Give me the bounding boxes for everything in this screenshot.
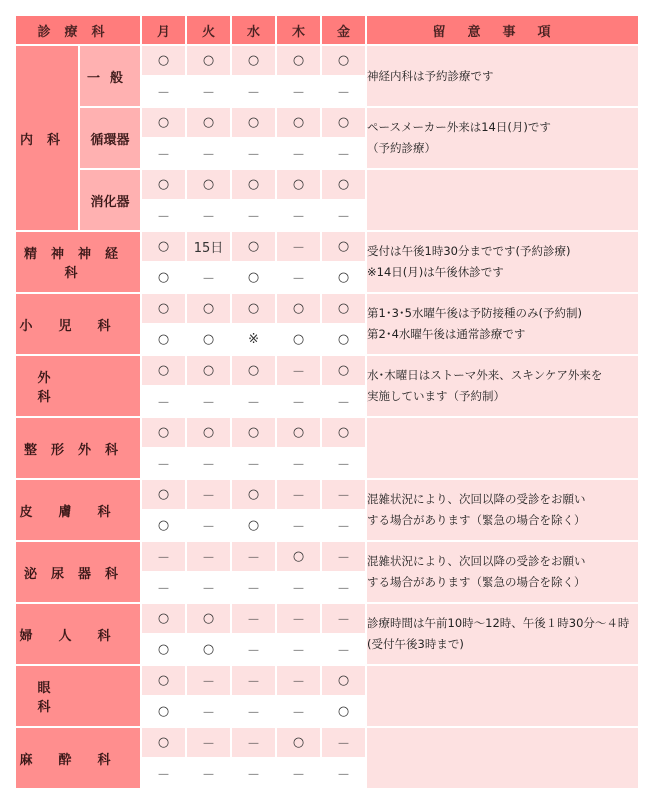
header-day-thu: 木: [277, 16, 320, 44]
schedule-cell: －: [277, 759, 320, 788]
schedule-cell: ○: [187, 604, 230, 633]
schedule-cell: －: [142, 139, 185, 168]
schedule-cell: ○: [277, 728, 320, 757]
schedule-body: [16, 46, 638, 788]
schedule-cell: ○: [142, 604, 185, 633]
schedule-cell: －: [277, 201, 320, 230]
schedule-cell: －: [277, 604, 320, 633]
note-line: する場合があります（緊急の場合を除く）: [367, 513, 586, 527]
schedule-cell: －: [232, 666, 275, 695]
schedule-cell: －: [232, 201, 275, 230]
schedule-cell: ○: [187, 635, 230, 664]
schedule-cell: ○: [232, 511, 275, 540]
header-notes: 留意事項: [367, 16, 638, 44]
schedule-cell: －: [322, 542, 365, 571]
notes-cell: [367, 108, 638, 168]
schedule-cell: －: [277, 263, 320, 292]
schedule-cell: －: [187, 573, 230, 602]
note-line: 受付は午後1時30分までです(予約診療): [367, 244, 571, 258]
schedule-cell: －: [142, 77, 185, 106]
schedule-cell: ○: [232, 480, 275, 509]
department-name: 皮膚科: [16, 480, 140, 540]
schedule-cell: ○: [277, 108, 320, 137]
schedule-cell: －: [232, 387, 275, 416]
schedule-cell: 15日: [187, 232, 230, 261]
schedule-cell: ○: [232, 356, 275, 385]
schedule-cell: －: [322, 573, 365, 602]
schedule-cell: ○: [277, 418, 320, 447]
schedule-cell: ○: [277, 46, 320, 75]
schedule-cell: －: [142, 449, 185, 478]
table-row: [16, 728, 638, 757]
schedule-cell: －: [277, 139, 320, 168]
notes-cell: [367, 480, 638, 540]
notes-cell: [367, 604, 638, 664]
note-line: ※14日(月)は午後休診です: [367, 265, 504, 279]
subdepartment-name: 循環器: [80, 108, 140, 168]
subdepartment-name: 消化器: [80, 170, 140, 230]
table-row: [16, 108, 638, 137]
schedule-cell: ○: [187, 325, 230, 354]
schedule-cell: ○: [322, 108, 365, 137]
schedule-cell: ○: [232, 232, 275, 261]
header-day-mon: 月: [142, 16, 185, 44]
schedule-cell: －: [322, 77, 365, 106]
schedule-cell: ○: [187, 418, 230, 447]
schedule-cell: －: [187, 511, 230, 540]
schedule-cell: －: [142, 201, 185, 230]
department-naika: 内科: [16, 46, 78, 230]
schedule-cell: ○: [142, 108, 185, 137]
schedule-cell: －: [142, 542, 185, 571]
notes-cell: [367, 232, 638, 292]
schedule-cell: ○: [142, 480, 185, 509]
department-name: 精神神経科: [16, 232, 140, 292]
schedule-cell: ○: [277, 170, 320, 199]
schedule-cell: －: [322, 387, 365, 416]
schedule-cell: ○: [322, 170, 365, 199]
schedule-cell: －: [277, 480, 320, 509]
note-line: (受付午後3時まで): [367, 637, 464, 651]
table-row: [16, 666, 638, 695]
notes-cell: [367, 170, 638, 230]
header-department: 診療科: [16, 16, 140, 44]
schedule-cell: －: [232, 759, 275, 788]
table-row: [16, 480, 638, 509]
notes-cell: [367, 294, 638, 354]
schedule-cell: －: [232, 542, 275, 571]
schedule-cell: －: [322, 759, 365, 788]
note-line: （予約診療）: [367, 141, 437, 155]
schedule-cell: －: [187, 728, 230, 757]
header-day-wed: 水: [232, 16, 275, 44]
schedule-cell: －: [322, 480, 365, 509]
schedule-cell: －: [322, 139, 365, 168]
schedule-cell: ○: [142, 511, 185, 540]
department-name: 婦人科: [16, 604, 140, 664]
schedule-cell: ○: [232, 46, 275, 75]
schedule-cell: －: [277, 573, 320, 602]
schedule-cell: ○: [322, 418, 365, 447]
schedule-cell: －: [322, 201, 365, 230]
schedule-cell: －: [187, 449, 230, 478]
schedule-cell: －: [187, 542, 230, 571]
note-line: 診療時間は午前10時～12時、午後１時30分～４時: [367, 616, 630, 630]
schedule-cell: －: [187, 201, 230, 230]
schedule-cell: ○: [232, 263, 275, 292]
note-line: 第2･4水曜午後は通常診療です: [367, 327, 526, 341]
notes-cell: [367, 542, 638, 602]
table-row: [16, 542, 638, 571]
schedule-cell: ○: [277, 325, 320, 354]
schedule-cell: －: [322, 604, 365, 633]
schedule-cell: －: [322, 449, 365, 478]
schedule-cell: ○: [142, 635, 185, 664]
table-row: [16, 46, 638, 75]
header-day-tue: 火: [187, 16, 230, 44]
note-line: 実施しています（予約制）: [367, 389, 506, 403]
schedule-cell: －: [232, 635, 275, 664]
schedule-cell: －: [277, 666, 320, 695]
table-row: [16, 170, 638, 199]
header-day-fri: 金: [322, 16, 365, 44]
schedule-cell: －: [277, 356, 320, 385]
schedule-cell: －: [232, 728, 275, 757]
header-row: [16, 16, 638, 44]
schedule-cell: ○: [187, 108, 230, 137]
schedule-cell: ○: [142, 170, 185, 199]
schedule-cell: ○: [187, 356, 230, 385]
schedule-cell: －: [187, 387, 230, 416]
schedule-cell: ○: [187, 294, 230, 323]
schedule-cell: ※: [232, 325, 275, 354]
schedule-cell: －: [187, 263, 230, 292]
schedule-cell: －: [232, 139, 275, 168]
schedule-cell: ○: [142, 325, 185, 354]
schedule-cell: －: [277, 232, 320, 261]
schedule-cell: ○: [142, 697, 185, 726]
note-line: 第1･3･5水曜午後は予防接種のみ(予約制): [367, 306, 582, 320]
schedule-cell: ○: [322, 666, 365, 695]
schedule-cell: －: [322, 728, 365, 757]
schedule-cell: －: [277, 77, 320, 106]
notes-cell: [367, 728, 638, 788]
schedule-cell: －: [277, 635, 320, 664]
schedule-cell: ○: [322, 697, 365, 726]
schedule-cell: －: [187, 139, 230, 168]
notes-cell: [367, 46, 638, 106]
note-line: ペースメーカー外来は14日(月)です: [367, 120, 551, 134]
department-name: 外科: [16, 356, 140, 416]
schedule-cell: ○: [277, 294, 320, 323]
table-row: [16, 232, 638, 261]
schedule-cell: －: [142, 387, 185, 416]
schedule-cell: ○: [322, 294, 365, 323]
note-line: する場合があります（緊急の場合を除く）: [367, 575, 586, 589]
note-line: 混雑状況により、次回以降の受診をお願い: [367, 554, 586, 568]
schedule-cell: －: [232, 604, 275, 633]
schedule-cell: －: [232, 449, 275, 478]
schedule-cell: －: [232, 697, 275, 726]
schedule-cell: ○: [142, 418, 185, 447]
department-name: 眼科: [16, 666, 140, 726]
department-name: 麻酔科: [16, 728, 140, 788]
schedule-cell: －: [187, 759, 230, 788]
schedule-cell: －: [142, 573, 185, 602]
table-row: [16, 604, 638, 633]
schedule-cell: ○: [142, 46, 185, 75]
schedule-cell: ○: [322, 232, 365, 261]
schedule-cell: ○: [142, 728, 185, 757]
schedule-cell: ○: [322, 325, 365, 354]
notes-cell: [367, 356, 638, 416]
schedule-cell: ○: [232, 418, 275, 447]
notes-cell: [367, 418, 638, 478]
schedule-cell: ○: [232, 294, 275, 323]
outpatient-schedule-table: [14, 14, 640, 790]
schedule-cell: ○: [142, 263, 185, 292]
schedule-cell: ○: [232, 170, 275, 199]
schedule-cell: －: [322, 635, 365, 664]
note-line: 水･木曜日はストーマ外来、スキンケア外来を: [367, 368, 603, 382]
schedule-cell: －: [187, 77, 230, 106]
schedule-cell: －: [232, 77, 275, 106]
schedule-cell: －: [232, 573, 275, 602]
table-row: [16, 418, 638, 447]
schedule-cell: －: [322, 511, 365, 540]
schedule-cell: －: [142, 759, 185, 788]
schedule-cell: ○: [322, 263, 365, 292]
notes-cell: [367, 666, 638, 726]
schedule-cell: ○: [142, 666, 185, 695]
schedule-cell: ○: [322, 356, 365, 385]
schedule-cell: ○: [322, 46, 365, 75]
department-name: 泌尿器科: [16, 542, 140, 602]
schedule-cell: ○: [187, 170, 230, 199]
subdepartment-name: 一般: [80, 46, 140, 106]
schedule-cell: －: [187, 480, 230, 509]
schedule-cell: －: [277, 387, 320, 416]
schedule-cell: －: [277, 511, 320, 540]
schedule-cell: ○: [142, 294, 185, 323]
note-line: 神経内科は予約診療です: [367, 68, 494, 83]
schedule-cell: －: [277, 449, 320, 478]
schedule-cell: －: [187, 666, 230, 695]
table-row: [16, 294, 638, 323]
schedule-cell: ○: [277, 542, 320, 571]
note-line: 混雑状況により、次回以降の受診をお願い: [367, 492, 586, 506]
schedule-cell: －: [187, 697, 230, 726]
department-name: 小児科: [16, 294, 140, 354]
schedule-cell: ○: [232, 108, 275, 137]
schedule-cell: ○: [187, 46, 230, 75]
schedule-cell: －: [277, 697, 320, 726]
table-row: [16, 356, 638, 385]
schedule-cell: ○: [142, 356, 185, 385]
schedule-cell: ○: [142, 232, 185, 261]
department-name: 整形外科: [16, 418, 140, 478]
